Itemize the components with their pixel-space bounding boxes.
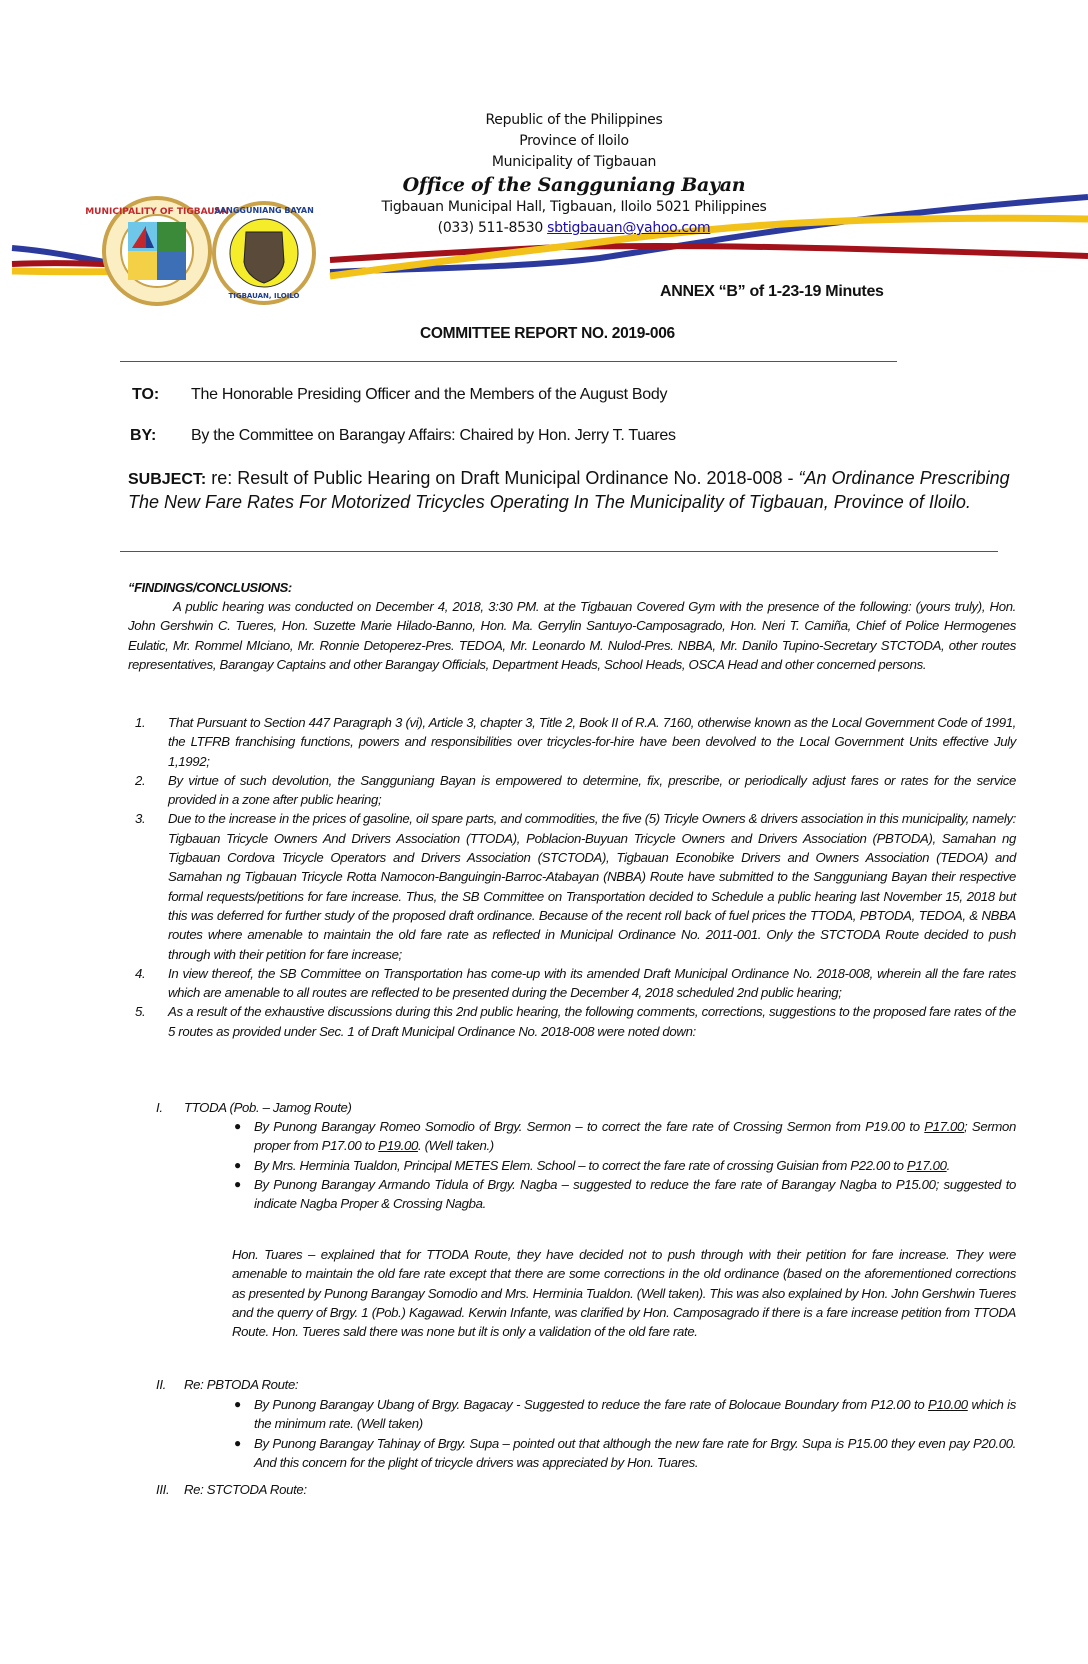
bullet-icon: ● (234, 1157, 241, 1172)
subject-ordinance-title: “An Ordinance Prescribing The New Fare Rates For Motorized Tricycles Operating In The Municipality of Tigbauan, Province of Iloilo. (128, 468, 1010, 512)
comment-item: ● By Punong Barangay Ubang of Brgy. Bagacay - Suggested to reduce the fare rate of Bolocaue Boundary from P12.00 to P10.00 which is the minimum rate. (Well taken) (234, 1397, 1016, 1432)
by-value: By the Committee on Barangay Affairs: Chaired by Hon. Jerry T. Tuares (191, 427, 676, 444)
letterhead-province: Province of Iloilo (519, 133, 629, 149)
svg-text:MUNICIPALITY OF TIGBAUAN: MUNICIPALITY OF TIGBAUAN (85, 207, 229, 217)
bullet-icon: ● (234, 1397, 241, 1411)
letterhead-municipality: Municipality of Tigbauan (491, 154, 657, 170)
route-heading-ttoda: I. TTODA (Pob. – Jamog Route) (156, 1100, 352, 1115)
annex-label: ANNEX “B” of 1-23-19 Minutes (660, 283, 884, 300)
to-row (132, 386, 159, 404)
ttoda-explanation: Hon. Tuares – explained that for TTODA Route, they have decided not to push through with their petition for fare increase. They were amenable to maintain the old fare rate except that there are some corrections in the old ordinance (based on the aforementioned corrections as presented by Punong Barangay Somodio and Mrs. Herminia Tualdon. (Well taken). This was also explained by Hon. John Gershwin Tueres and the querry of Brgy. 1 (Pob.) Kagawad. Kerwin Infante, was clarified by Hon. Camposagrado if there is a fare increase petition from TTODA Route. Hon. Tueres sald there was none but ilt is only a validation of the old fare rate. (232, 1247, 1016, 1340)
route-heading-pbtoda: II. Re: PBTODA Route: (156, 1377, 299, 1392)
letterhead-email-link[interactable]: sbtigbauan@yahoo.com (547, 220, 711, 236)
subject-label: SUBJECT: (128, 471, 207, 488)
top-divider (120, 361, 897, 362)
svg-text:SANGGUNIANG BAYAN: SANGGUNIANG BAYAN (214, 206, 314, 215)
svg-text:TIGBAUAN, ILOILO: TIGBAUAN, ILOILO (228, 292, 300, 300)
letterhead-contact (300, 220, 848, 236)
ttoda-comments (232, 1117, 1016, 1213)
bullet-icon: ● (234, 1176, 241, 1191)
findings-item: 1. That Pursuant to Section 447 Paragraph 3 (vi), Article 3, chapter 3, Title 2, Book II of R.A. 7160, otherwise known as the Local Government Code of 1991, the LTFRB franchising functions, powers and responsibilities over tricycles-for-hire have been devolved to the Local Government Units effective July 1,1992; (135, 715, 1016, 769)
sangguniang-bayan-seal-logo (214, 203, 314, 303)
report-title: COMMITTEE REPORT NO. 2019-006 (420, 325, 675, 342)
by-label: BY: (130, 427, 157, 444)
to-label: TO: (132, 386, 160, 403)
to-value: The Honorable Presiding Officer and the Members of the August Body (191, 386, 668, 403)
findings-item: 4. In view thereof, the SB Committee on Transportation has come-up with its amended Draft Municipal Ordinance No. 2018-008, wherein all the fare rates which are amenable to all routes are reflected to be presented during the December 4, 2018 scheduled 2nd public hearing; (135, 965, 1016, 1001)
findings-intro (128, 597, 1016, 674)
subject-block (128, 467, 1018, 514)
comment-item: ● By Punong Barangay Armando Tidula of Brgy. Nagba – suggested to reduce the fare rate of Barangay Nagba to P15.00; suggested to indicate Nagba Proper & Crossing Nagba. (234, 1176, 1016, 1212)
bullet-icon: ● (234, 1435, 241, 1450)
comment-item: ● By Punong Barangay Romeo Somodio of Brgy. Sermon – to correct the fare rate of Crossing Sermon from P19.00 to P17.00; Sermon proper from P17.00 to P19.00. (Well taken.) (234, 1119, 1016, 1154)
letterhead-office-title: Office of the Sangguniang Bayan (402, 174, 746, 196)
findings-item: 2. By virtue of such devolution, the Sangguniang Bayan is empowered to determine, fix, prescribe, or periodically adjust fares or rates for the service provided in a zone after public hearing; (135, 772, 1016, 808)
findings-item: 5. As a result of the exhaustive discussions during this 2nd public hearing, the following comments, corrections, suggestions to the proposed fare rates of the 5 routes as provided under Sec. 1 of Draft Municipal Ordinance No. 2018-008 were noted down: (135, 1004, 1016, 1039)
findings-title: “FINDINGS/CONCLUSIONS: (128, 580, 292, 595)
letterhead-phone: (033) 511-8530 (437, 220, 543, 236)
letterhead-country: Republic of the Philippines (485, 112, 663, 128)
municipality-seal-logo (85, 198, 229, 304)
subject-divider (120, 551, 998, 552)
comment-item: ● By Mrs. Herminia Tualdon, Principal METES Elem. School – to correct the fare rate of crossing Guisian from P22.00 to P17.00. (232, 1156, 1016, 1175)
findings-item: 3. Due to the increase in the prices of gasoline, oil spare parts, and commodities, the five (5) Tricyle Owners & drivers association in this municipality, namely: Tigbauan Tricycle Owners And Drivers Association (TTODA), Poblacion-Buyuan Tricycle Owners and Drivers Association (PBTODA), Samahan ng Tigbauan Cordova Tricycle Operators and Drivers Association (STCTODA), Tigbauan Econobike Drivers and Owners Association (TEDOA) and Samahan ng Tigbauan Tricycle Rotta Namocon-Banguingin-Barroc-Atabayan (NBBA) Route have submitted to the Sangguniang Bayan their respective formal requests/petitions for fare increase. Thus, the SB Committee on Transportation decided to Schedule a public hearing last November 15, 2018 but this was deferred for further study of the proposed draft ordinance. Because of the recent roll back of fuel prices the TTODA, PBTODA, TEDOA, & NBBA routes where amenable to maintain the old fare rate as reflected in Municipal Ordinance No. 2011-001. Only the STCTODA Route decided to push through with their petition for fare increase; (135, 811, 1016, 962)
subject-text: re: Result of Public Hearing on Draft Municipal Ordinance No. 2018-008 - (206, 468, 799, 488)
by-row (130, 427, 156, 445)
findings-intro-text: A public hearing was conducted on December 4, 2018, 3:30 PM. at the Tigbauan Covered Gym with the presence of the following: (yours truly), Hon. John Gershwin C. Tueres, Hon. Suzette Marie Hilado-Banno, Hon. Ma. Gerrylin Santuyo-Camposagrado, Hon. Neri T. Camiña, Chief of Police Hermogenes Eulatic, Mr. Rommel MIciano, Mr. Ronnie Detoperez-Pres. TEDOA, Mr. Leonardo M. Nulod-Pres. NBBA, Mr. Danilo Tupino-Secretary STCTODA, other routes representatives, Barangay Captains and other Barangay Officials, Department Heads, School Heads, OSCA Head and other concerned persons. (128, 599, 1016, 672)
letterhead-address: Tigbauan Municipal Hall, Tigbauan, Iloilo 5021 Philippines (381, 199, 767, 215)
route-heading-stctoda: III. Re: STCTODA Route: (156, 1482, 307, 1497)
pbtoda-comments (232, 1395, 1016, 1472)
bullet-icon: ● (234, 1119, 241, 1133)
findings-list (128, 713, 1016, 1041)
comment-item: ● By Punong Barangay Tahinay of Brgy. Supa – pointed out that although the new fare rate for Brgy. Supa is P15.00 they even pay P20.00. And this concern for the plight of tricycle drivers was appreciated by Hon. Tuares. (234, 1435, 1016, 1470)
